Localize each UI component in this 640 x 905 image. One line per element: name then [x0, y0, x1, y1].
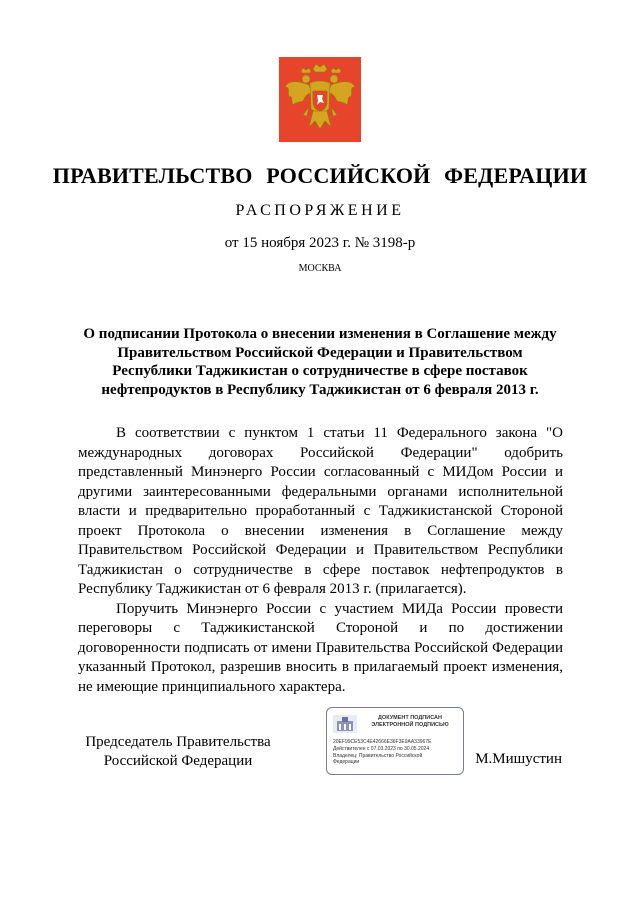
stamp-title-line-1: ДОКУМЕНТ ПОДПИСАН — [378, 715, 442, 721]
stamp-owner-line-1: Владелец: Правительство Российской — [333, 753, 423, 759]
stamp-serial: 20EF99CE53C4E42666E36F3E9AA33967E — [333, 739, 432, 745]
government-title: ПРАВИТЕЛЬСТВО РОССИЙСКОЙ ФЕДЕРАЦИИ — [52, 163, 588, 188]
signer-position — [78, 733, 278, 770]
building-icon — [333, 715, 357, 733]
body-paragraph-1: В соответствии с пунктом 1 статьи 11 Федерального закона "О международных договорах Российской Федерации" одобрить представленный Минэнерго России согласованный с МИДом России и другими заинтересованными федеральными органами исполнительной власти и предварительно проработанный с Таджикистанской Стороной проект Протокола о внесении изменения в Соглашение между Правительством Российской Федерации и Правительством Республики Таджикистан о сотрудничестве в сфере поставок нефтепродуктов в Республику Таджикистан от 6 февраля 2013 г. (прилагается). — [78, 425, 563, 597]
stamp-title — [361, 715, 459, 729]
document-place: МОСКВА — [298, 263, 342, 274]
stamp-title-line-2: ЭЛЕКТРОННОЙ ПОДПИСЬЮ — [371, 722, 449, 728]
coat-of-arms-icon — [279, 57, 361, 142]
signer-name: М.Мишустин — [475, 751, 562, 767]
body-paragraph-2: Поручить Минэнерго России с участием МИДа России провести переговоры с Таджикистанской Стороной и по достижении договоренности подписать от имени Правительства Российской Федерации указанный Протокол, разрешив вносить в прилагаемый проект изменения, не имеющие принципиального характера. — [78, 600, 563, 695]
signer-position-line-2: Российской Федерации — [103, 752, 253, 769]
document-type: РАСПОРЯЖЕНИЕ — [235, 202, 405, 219]
stamp-validity: Действителен с 07.03.2023 по 30.05.2024 — [333, 746, 430, 752]
stamp-owner-line-2: Федерации — [333, 759, 360, 765]
electronic-signature-stamp — [326, 707, 464, 775]
document-body — [78, 424, 563, 697]
document-date-number: от 15 ноября 2023 г. № 3198-р — [224, 235, 416, 251]
signer-position-line-1: Председатель Правительства — [85, 734, 271, 750]
document-subject: О подписании Протокола о внесении изменения в Соглашение между Правительством Российской Федерации и Правительством Республики Таджикистан о сотрудничестве в сфере поставок нефтепродуктов в Республику Таджикистан от 6 февраля 2013 г. — [83, 326, 557, 398]
